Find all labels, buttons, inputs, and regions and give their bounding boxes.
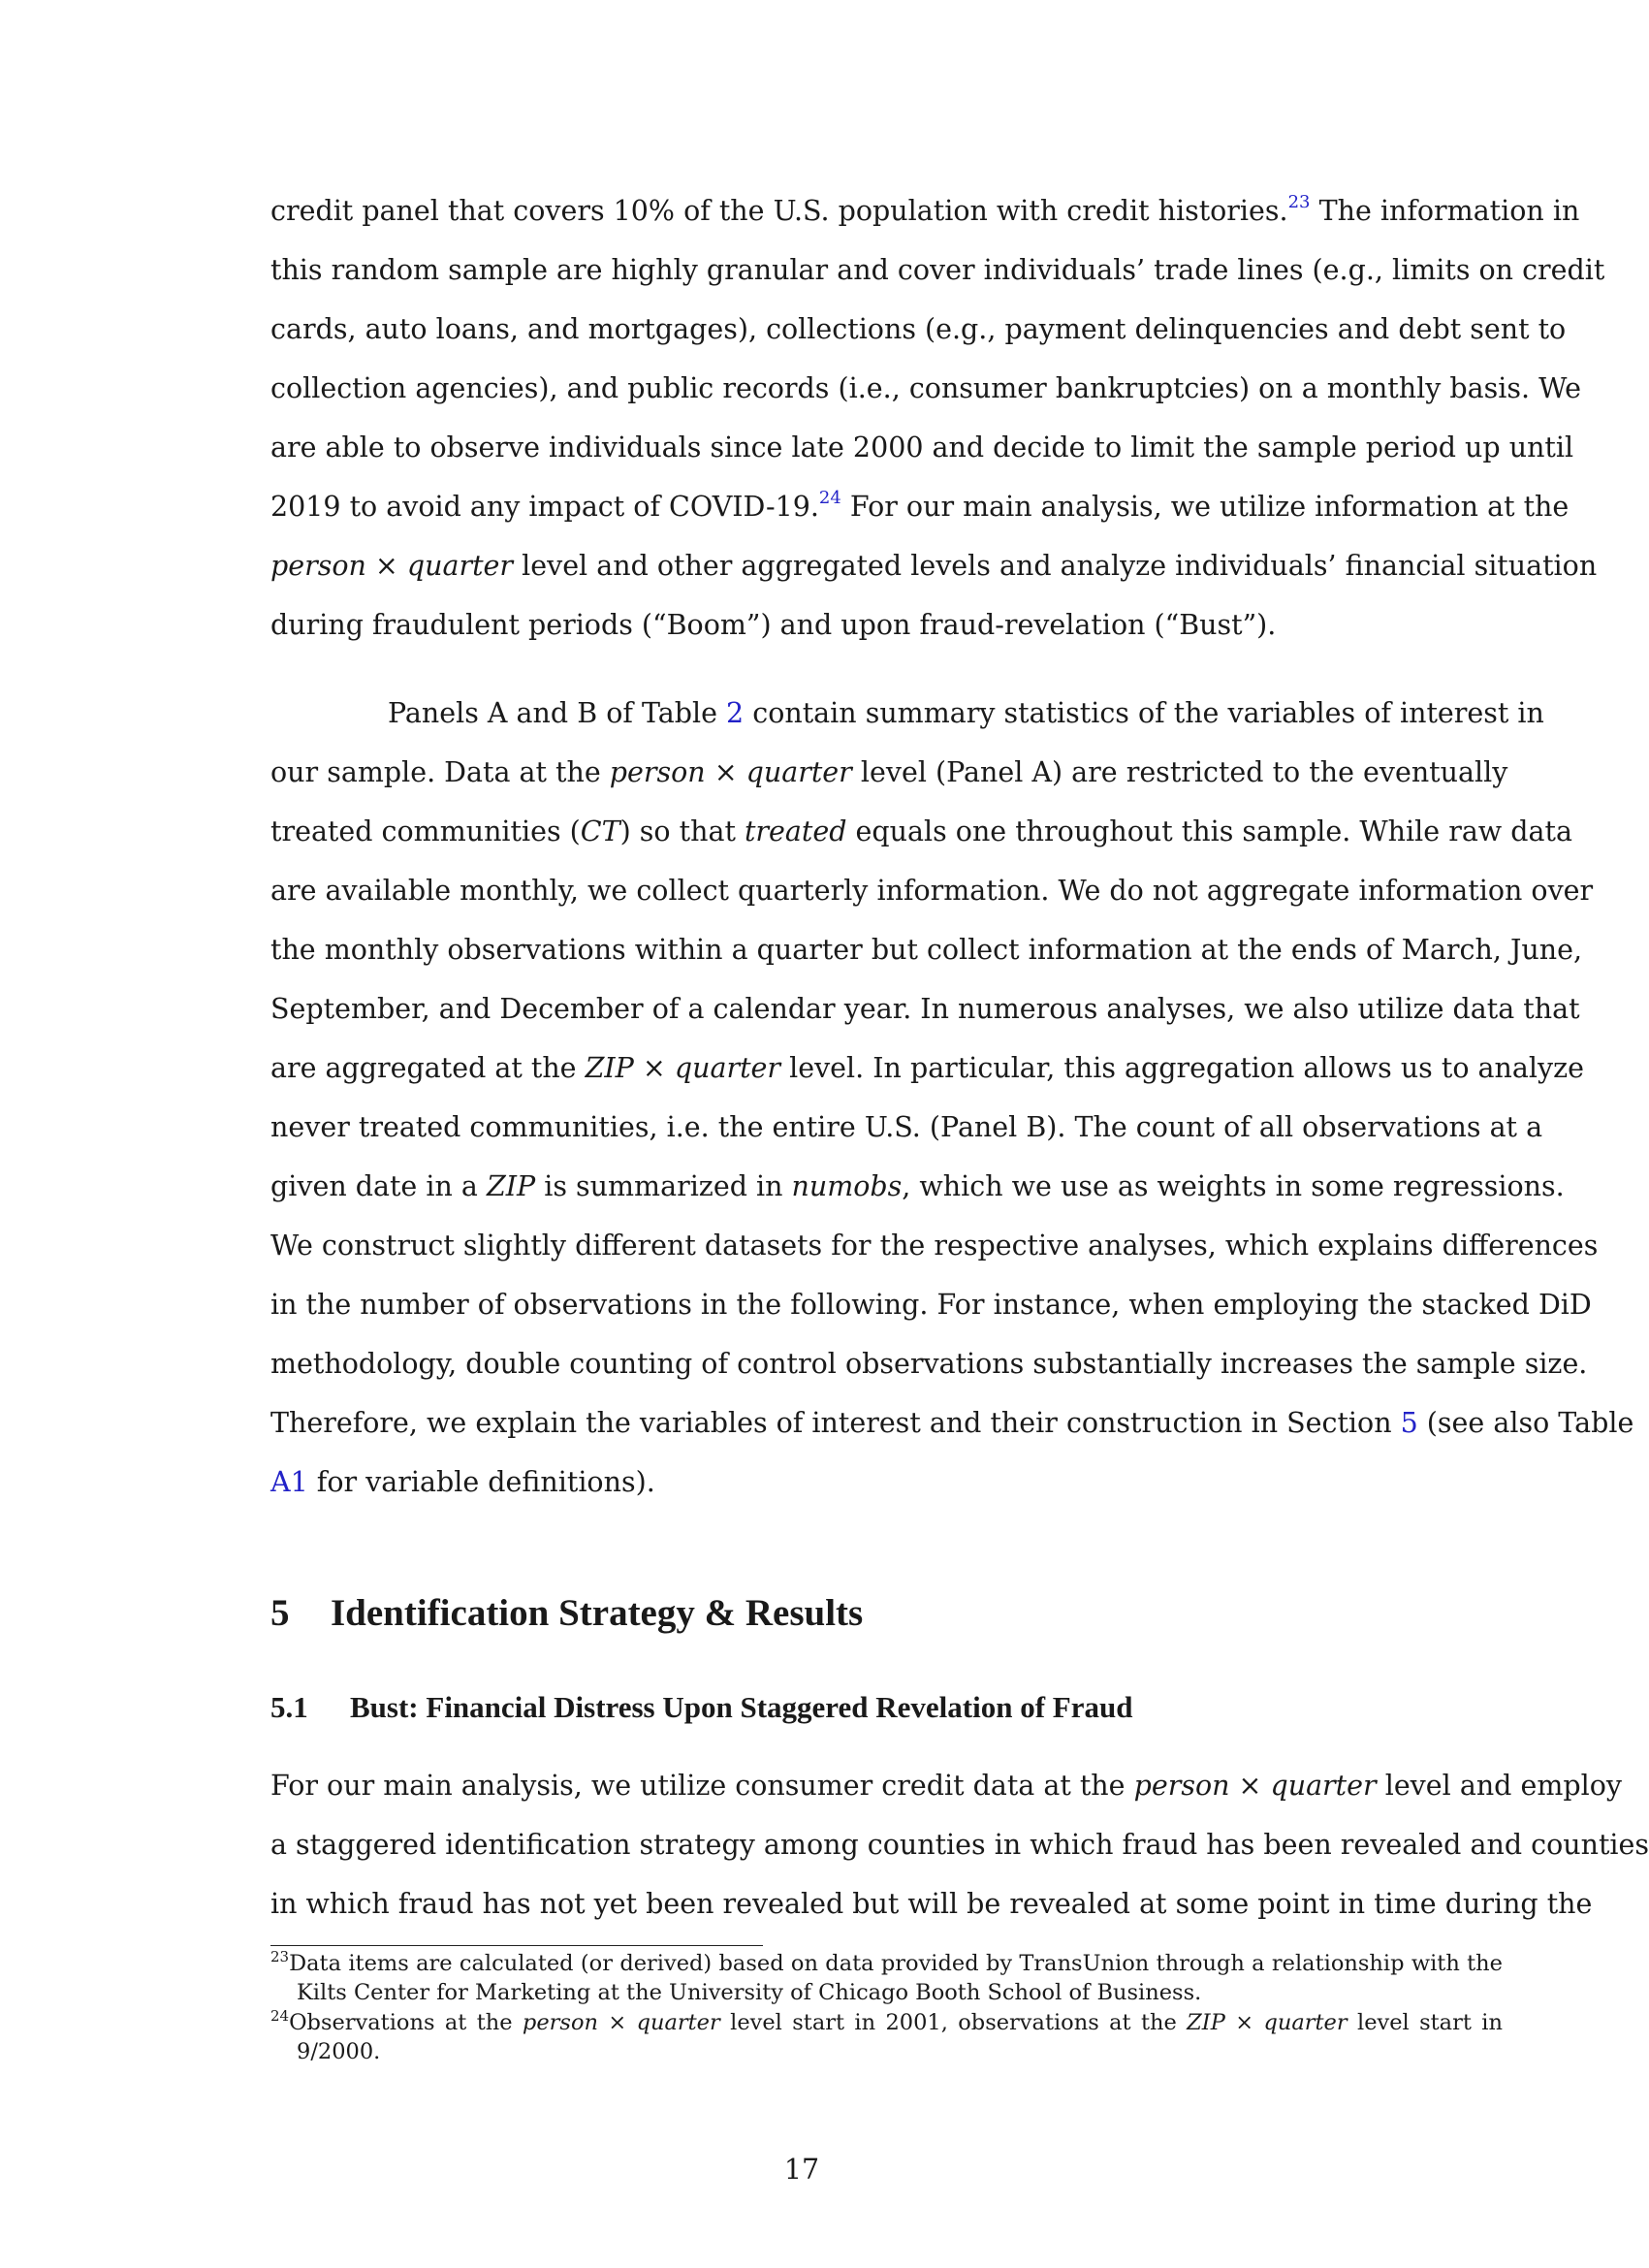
para3-line2: a staggered identification strategy among counties in which fraud has been revealed and counties	[270, 1829, 1649, 1861]
footnote-ref-24[interactable]: 24	[818, 488, 841, 508]
para2-line9: given date in a ZIP is summarized in numobs, which we use as weights in some regressions.	[270, 1170, 1565, 1202]
para2-line7: are aggregated at the ZIP × quarter level. In particular, this aggregation allows us to analyze	[270, 1052, 1584, 1084]
subsection-heading: 5.1 Bust: Financial Distress Upon Staggered Revelation of Fraud	[270, 1690, 1133, 1724]
footnote-24-line2: 9/2000.	[297, 2039, 381, 2064]
para1-line6: 2019 to avoid any impact of COVID-19.24 For our main analysis, we utilize information at the	[270, 488, 1570, 523]
para2-line5: the monthly observations within a quarter but collect information at the ends of March, June,	[270, 934, 1583, 966]
para1-line5: are able to observe individuals since late 2000 and decide to limit the sample period up until	[270, 431, 1574, 463]
para3-line1: For our main analysis, we utilize consumer credit data at the person × quarter level and employ	[270, 1770, 1622, 1802]
footnote-rule	[270, 1945, 763, 1946]
footnote-23-line1: $^{23}$Data items are calculated (or derived) based on data provided by TransUnion through a relationship with the	[270, 1948, 1503, 1976]
para2-line11: in the number of observations in the following. For instance, when employing the stacked DiD	[270, 1289, 1592, 1321]
para1-line8: during fraudulent periods (“Boom”) and upon fraud-revelation (“Bust”).	[270, 609, 1277, 641]
para3-line3: in which fraud has not yet been revealed but will be revealed at some point in time during the	[270, 1888, 1593, 1920]
para1-line2: this random sample are highly granular and cover individuals’ trade lines (e.g., limits on credit	[270, 254, 1605, 286]
section-heading: 5 Identification Strategy & Results	[270, 1592, 864, 1634]
para2-line12: methodology, double counting of control observations substantially increases the sample size.	[270, 1348, 1588, 1380]
para2-line6: September, and December of a calendar year. In numerous analyses, we also utilize data that	[270, 993, 1580, 1025]
para1-line3: cards, auto loans, and mortgages), collections (e.g., payment delinquencies and debt sent to	[270, 313, 1567, 345]
table-ref-2[interactable]: 2	[726, 697, 745, 729]
table-ref-a1[interactable]: A1	[270, 1466, 308, 1498]
footnote-24-line1: $^{24}$Observations at the person × quarter level start in 2001, observations at the ZIP × quarter level start in	[270, 2007, 1503, 2035]
para2-line14: A1 for variable definitions).	[270, 1466, 655, 1498]
section-ref-5[interactable]: 5	[1400, 1407, 1418, 1439]
para2-line3: treated communities (CT) so that treated equals one throughout this sample. While raw data	[270, 815, 1572, 847]
footnote-23-line2: Kilts Center for Marketing at the University of Chicago Booth School of Business.	[297, 1980, 1202, 2005]
para2-line4: are available monthly, we collect quarterly information. We do not aggregate information over	[270, 875, 1594, 907]
footnote-ref-23[interactable]: 23	[1287, 192, 1311, 212]
page-number: 17	[783, 2154, 820, 2186]
para1-line7: person × quarter level and other aggregated levels and analyze individuals’ financial situation	[270, 550, 1598, 582]
para2-line13: Therefore, we explain the variables of interest and their construction in Section 5 (see also Table	[270, 1407, 1634, 1439]
para1-line1: credit panel that covers 10% of the U.S. population with credit histories.$^{23}$ The information in	[270, 192, 1580, 227]
para2-line2: our sample. Data at the person × quarter level (Panel A) are restricted to the eventually	[270, 756, 1508, 788]
para2-line1: Panels A and B of Table 2 contain summary statistics of the variables of interest in	[388, 697, 1544, 729]
para2-line10: We construct slightly different datasets for the respective analyses, which explains differences	[270, 1230, 1599, 1262]
para2-line8: never treated communities, i.e. the entire U.S. (Panel B). The count of all observations at a	[270, 1111, 1543, 1143]
para1-line4: collection agencies), and public records (i.e., consumer bankruptcies) on a monthly basis. We	[270, 372, 1581, 404]
